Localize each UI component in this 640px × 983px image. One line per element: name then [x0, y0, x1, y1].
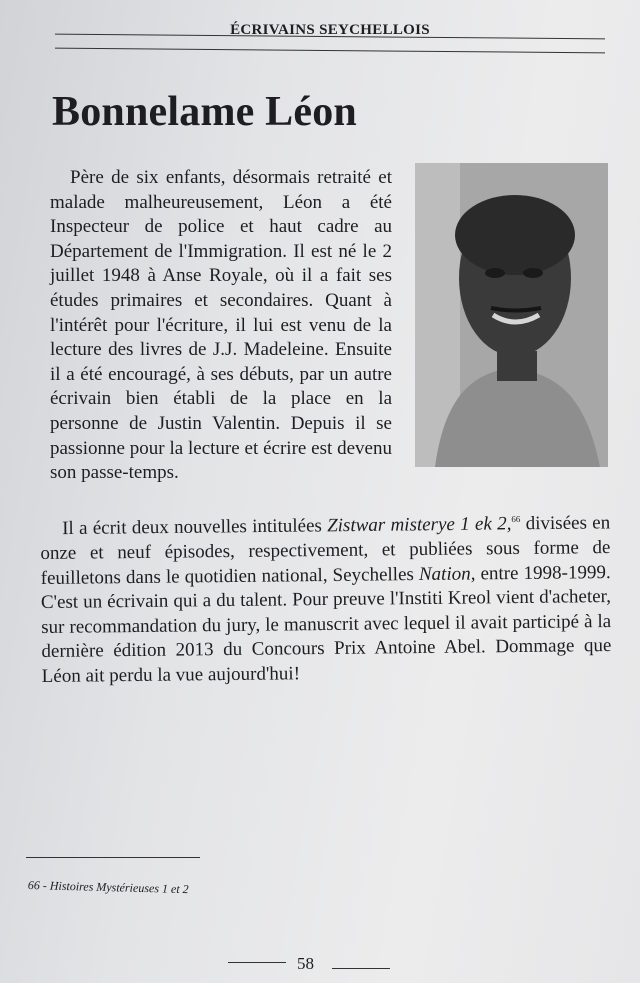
running-head: ÉCRIVAINS SEYCHELLOIS: [230, 22, 430, 38]
biography-column: [50, 166, 392, 486]
header-rule-bottom: [55, 48, 605, 54]
footnote-reference: 66: [511, 513, 521, 525]
works-paragraph: [40, 506, 612, 689]
page-number-rule-right: [332, 968, 390, 969]
article-title: Bonnelame Léon: [52, 89, 357, 135]
works-section: [40, 506, 612, 689]
works-tail: entre 1998-1999. C'est un écrivain qui a du talent. Pour preuve l'Institi Kreol vient d'acheter, sur recommandation du jury, le manuscrit avec lequel il avait participé à la dernière édition 2013 du Concours Prix Antoine Abel. Dommage que Léon ait perdu la vue aujourd'hui!: [40, 561, 612, 687]
page-number: 58: [297, 954, 314, 973]
book-title: Zistwar misterye 1 ek 2,: [327, 513, 512, 537]
biography-paragraph-1: Père de six enfants, désormais retraité et malade malheureusement, Léon a été Inspecteur de police et haut cadre au Département de l'Immigration. Il est né le 2 juillet 1948 à Anse Royale, où il a fait ses études primaires et secondaires. Quant à l'intérêt pour l'écriture, il lui est venu de la lecture des livres de J.J. Madeleine. Ensuite il a été encouragé, à ses débuts, par un autre écrivain bien établi de la place en la personne de Justin Valentin. Depuis il se passionne pour la lecture et écrire est devenu son passe-temps.: [50, 167, 392, 484]
page-number-rule-left: [228, 962, 286, 963]
works-lead: Il a écrit deux nouvelles intitulées: [62, 515, 328, 540]
newspaper-name: Nation,: [418, 562, 476, 585]
author-photo: [415, 163, 608, 467]
footnote-rule: [26, 857, 200, 858]
footnote: 66 - Histoires Mystérieuses 1 et 2: [27, 878, 189, 897]
works-middle: divisées en onze et neuf épisodes, respectivement, et publiées sous forme de feuilletons dans le quotidien national, Seychelles: [40, 512, 611, 589]
